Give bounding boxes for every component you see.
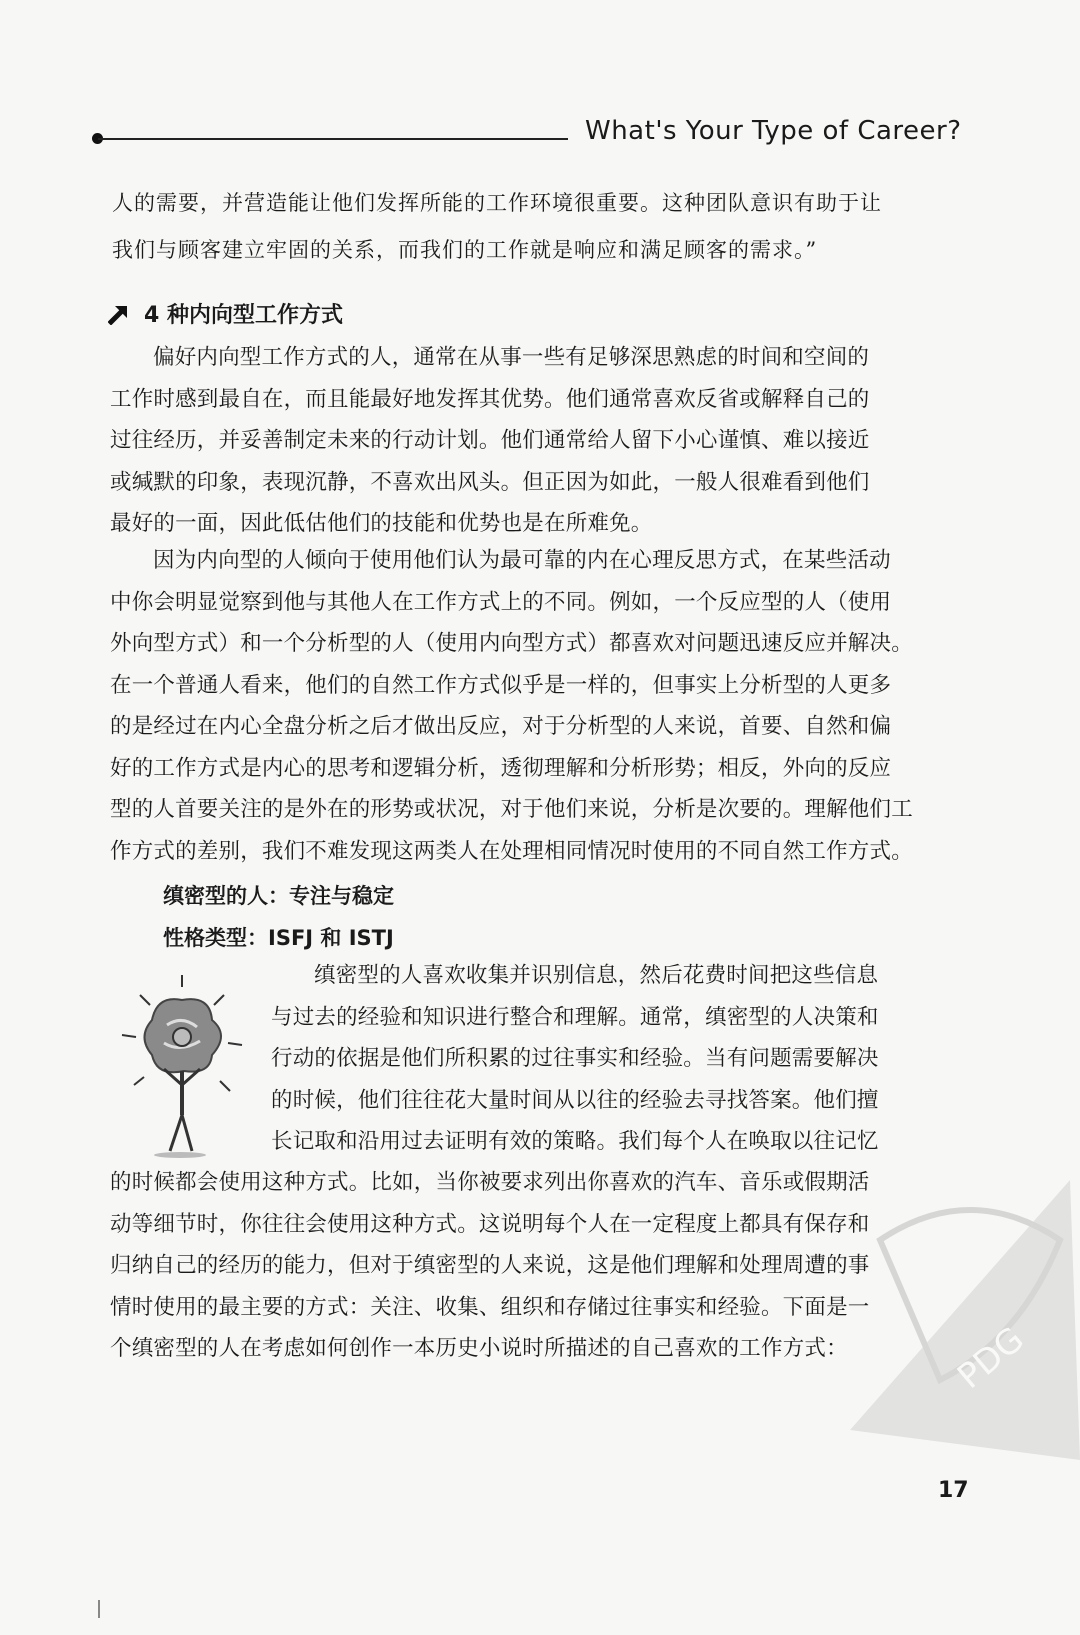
paragraph-line: 归纳自己的经历的能力，但对于缜密型的人来说，这是他们理解和处理周遭的事 bbox=[110, 1253, 870, 1278]
paragraph-2 bbox=[110, 540, 990, 872]
subsection-title: 缜密型的人：专注与稳定 bbox=[163, 884, 394, 908]
paragraph-line: 外向型方式）和一个分析型的人（使用内向型方式）都喜欢对问题迅速反应并解决。 bbox=[110, 631, 913, 656]
watermark-stamp bbox=[820, 1120, 1080, 1460]
paragraph-line: 中你会明显觉察到他与其他人在工作方式上的不同。例如，一个反应型的人（使用 bbox=[110, 589, 892, 615]
paragraph-line: 因为内向型的人倾向于使用他们认为最可靠的内在心理反思方式，在某些活动 bbox=[153, 548, 891, 573]
paragraph-1 bbox=[110, 337, 990, 545]
paragraph-line: 好的工作方式是内心的思考和逻辑分析，透彻理解和分析形势；相反，外向的反应 bbox=[110, 755, 892, 781]
arrow-up-right-icon bbox=[108, 303, 130, 325]
section-heading-text: 4 种内向型工作方式 bbox=[144, 303, 343, 328]
paragraph-line: 作方式的差别，我们不难发现这两类人在处理相同情况时使用的不同自然工作方式。 bbox=[110, 838, 913, 864]
paragraph-line: 个缜密型的人在考虑如何创作一本历史小说时所描述的自己喜欢的工作方式： bbox=[110, 1336, 848, 1361]
paragraph-line: 与过去的经验和知识进行整合和理解。通常，缜密型的人决策和 bbox=[271, 1004, 879, 1030]
paragraph-line: 长记取和沿用过去证明有效的策略。我们每个人在唤取以往记忆 bbox=[271, 1129, 879, 1154]
header-rule bbox=[98, 138, 568, 140]
paragraph-line: 动等细节时，你往往会使用这种方式。这说明每个人在一定程度上都具有保存和 bbox=[110, 1211, 870, 1237]
personality-type-label: 性格类型：ISFJ 和 ISTJ bbox=[163, 926, 394, 950]
paragraph-line: 情时使用的最主要的方式：关注、收集、组织和存储过往事实和经验。下面是一 bbox=[110, 1294, 870, 1320]
paragraph-line: 的是经过在内心全盘分析之后才做出反应，对于分析型的人来说，首要、自然和偏 bbox=[110, 714, 892, 739]
scan-edge-mark bbox=[98, 1600, 100, 1618]
paragraph-line: 工作时感到最自在，而且能最好地发挥其优势。他们通常喜欢反省或解释自己的 bbox=[110, 386, 870, 412]
paragraph-line: 在一个普通人看来，他们的自然工作方式似乎是一样的，但事实上分析型的人更多 bbox=[110, 672, 892, 698]
quote-continuation bbox=[112, 180, 992, 274]
paragraph-line: 行动的依据是他们所积累的过往事实和经验。当有问题需要解决 bbox=[271, 1046, 879, 1071]
paragraph-line: 的时候都会使用这种方式。比如，当你被要求列出你喜欢的汽车、音乐或假期活 bbox=[110, 1170, 870, 1195]
paragraph-line: 型的人首要关注的是外在的形势或状况，对于他们来说，分析是次要的。理解他们工 bbox=[110, 797, 913, 822]
page-number: 17 bbox=[938, 1478, 969, 1503]
paragraph-line: 或缄默的印象，表现沉静，不喜欢出风头。但正因为如此，一般人很难看到他们 bbox=[110, 469, 870, 495]
paragraph-line: 的时候，他们往往花大量时间从以往的经验去寻找答案。他们擅 bbox=[271, 1087, 879, 1113]
paragraph-line: 过往经历，并妥善制定未来的行动计划。他们通常给人留下小心谨慎、难以接近 bbox=[110, 428, 870, 453]
running-header-title: What's Your Type of Career? bbox=[585, 116, 962, 146]
paragraph-line: 缜密型的人喜欢收集并识别信息，然后花费时间把这些信息 bbox=[314, 963, 879, 988]
paragraph-line: 偏好内向型工作方式的人，通常在从事一些有足够深思熟虑的时间和空间的 bbox=[153, 345, 870, 370]
quote-line: 人的需要，并营造能让他们发挥所能的工作环境很重要。这种团队意识有助于让 bbox=[112, 191, 882, 215]
thinking-person-illustration bbox=[112, 965, 252, 1165]
section-heading bbox=[108, 298, 343, 329]
quote-line: 我们与顾客建立牢固的关系，而我们的工作就是响应和满足顾客的需求。” bbox=[112, 238, 818, 262]
paragraph-line: 最好的一面，因此低估他们的技能和优势也是在所难免。 bbox=[110, 511, 653, 536]
watermark-text: PDG bbox=[950, 1319, 1032, 1397]
